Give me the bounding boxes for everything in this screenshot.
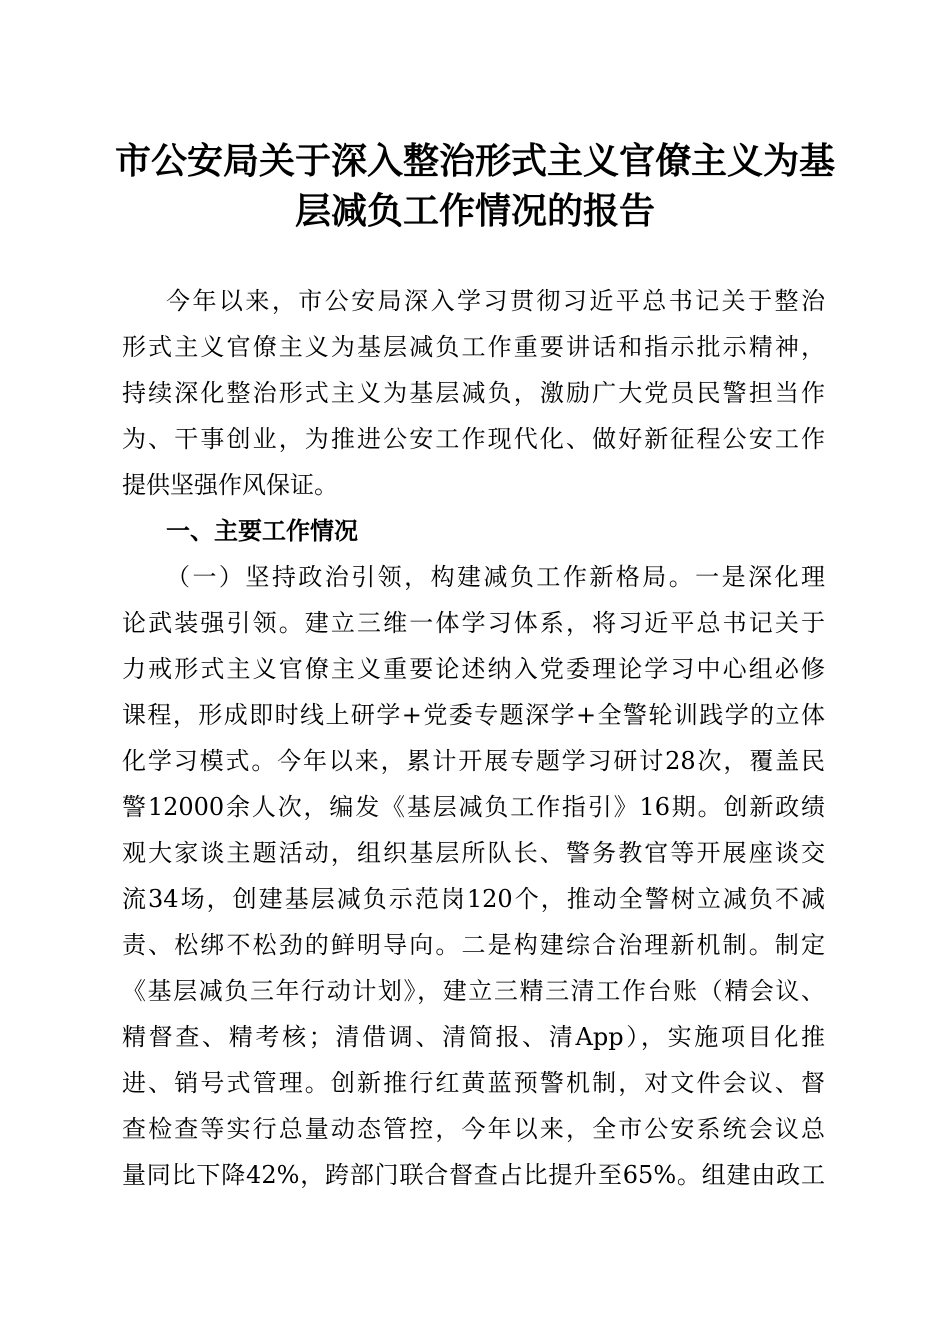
paragraph-line: 提供坚强作风保证。 — [122, 471, 338, 499]
title-line-2: 层减负工作情况的报告 — [294, 190, 655, 232]
document-body — [122, 278, 825, 1198]
paragraph-line: 为、干事创业，为推进公安工作现代化、做好新征程公安工作 — [122, 425, 825, 453]
paragraph-line: 论武装强引领。建立三维一体学习体系，将习近平总书记关于 — [122, 609, 825, 637]
paragraph-line: 责、松绑不松劲的鲜明导向。二是构建综合治理新机制。制定 — [122, 931, 825, 959]
paragraph-line: 今年以来，市公安局深入学习贯彻习近平总书记关于整治 — [166, 287, 825, 315]
paragraph-line: 形式主义官僚主义为基层减负工作重要讲话和指示批示精神， — [122, 333, 825, 361]
paragraph-line: 量同比下降42%，跨部门联合督查占比提升至65%。组建由政工 — [122, 1161, 825, 1189]
paragraph-line: 进、销号式管理。创新推行红黄蓝预警机制，对文件会议、督 — [122, 1069, 825, 1097]
paragraph-line: 力戒形式主义官僚主义重要论述纳入党委理论学习中心组必修 — [122, 655, 825, 683]
paragraph-line: 持续深化整治形式主义为基层减负，激励广大党员民警担当作 — [122, 379, 825, 407]
paragraph-line: 课程，形成即时线上研学+党委专题深学+全警轮训践学的立体 — [122, 701, 825, 729]
paragraph-line: 流34场，创建基层减负示范岗120个，推动全警树立减负不减 — [122, 885, 825, 913]
paragraph-line: 查检查等实行总量动态管控，今年以来，全市公安系统会议总 — [122, 1115, 825, 1143]
title-line-1: 市公安局关于深入整治形式主义官僚主义为基 — [114, 140, 835, 182]
paragraph-line: （一）坚持政治引领，构建减负工作新格局。一是深化理 — [166, 563, 825, 591]
paragraph-line: 精督查、精考核；清借调、清简报、清App），实施项目化推 — [122, 1023, 825, 1051]
paragraph-line: 化学习模式。今年以来，累计开展专题学习研讨28次，覆盖民 — [122, 747, 825, 775]
paragraph-line: 警12000余人次，编发《基层减负工作指引》16期。创新政绩 — [122, 793, 825, 821]
document-title — [110, 136, 840, 236]
section-heading: 一、主要工作情况 — [166, 517, 358, 545]
paragraph-line: 《基层减负三年行动计划》，建立三精三清工作台账（精会议、 — [122, 977, 825, 1005]
paragraph-line: 观大家谈主题活动，组织基层所队长、警务教官等开展座谈交 — [122, 839, 825, 867]
